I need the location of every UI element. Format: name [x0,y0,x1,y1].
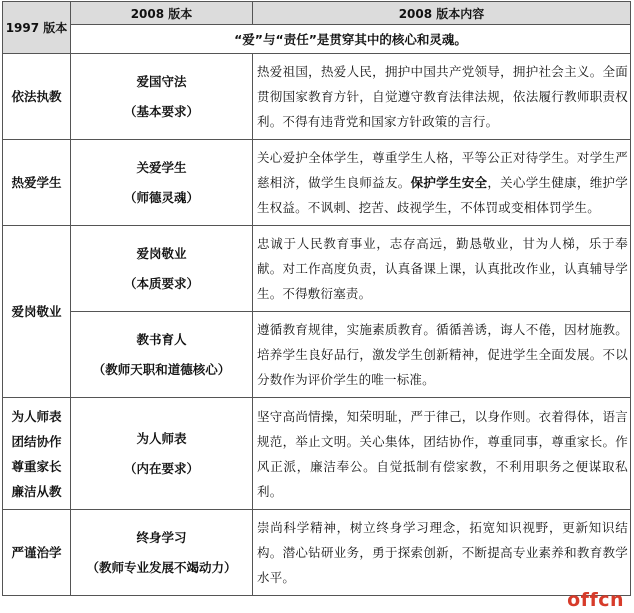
v2008-title: 终身学习 [136,529,187,545]
v1997-cell [3,54,71,140]
v2008-subtitle: （基本要求） [123,103,199,119]
v2008-subtitle: （教师专业发展不竭动力） [86,559,237,575]
v1997-line: 爱岗敬业 [11,304,62,319]
table-row [3,226,631,312]
v1997-line: 团结协作 [11,433,62,449]
v2008-subtitle: （教师天职和道德核心） [92,361,231,377]
v2008-title: 关爱学生 [136,159,187,175]
v2008-cell [71,510,253,596]
content-cell: 遵循教育规律，实施素质教育。循循善诱，诲人不倦，因材施教。培养学生良好品行，激发学生创新精神，促进学生全面发展。不以分数作为评价学生的唯一标准。 [253,312,631,398]
content-cell: 热爱祖国，热爱人民，拥护中国共产党领导，拥护社会主义。全面贯彻国家教育方针，自觉遵守教育法律法规，依法履行教师职责权利。不得有违背党和国家方针政策的言行。 [253,54,631,140]
v1997-cell [3,140,71,226]
v2008-title: 爱国守法 [136,73,187,89]
v1997-line: 尊重家长 [11,458,62,474]
v1997-line: 严谨治学 [11,545,62,560]
v2008-cell [71,54,253,140]
v2008-cell [71,398,253,510]
table-row [3,510,631,596]
table-row [3,54,631,140]
v2008-title: 为人师表 [136,430,187,446]
header-row [3,2,631,25]
v1997-line: 为人师表 [11,408,62,424]
v1997-line: 廉洁从教 [11,483,62,499]
header-2008: 2008 版本 [71,2,253,25]
v2008-title: 教书育人 [136,331,187,347]
core-row [3,25,631,54]
content-cell [253,140,631,226]
v2008-cell [71,226,253,312]
content-cell: 坚守高尚情操，知荣明耻，严于律己，以身作则。衣着得体，语言规范，举止文明。关心集体，团结协作，尊重同事，尊重家长。作风正派，廉洁奉公。自觉抵制有偿家教，不利用职务之便谋取私利。 [253,398,631,510]
table-row [3,140,631,226]
v1997-cell [3,510,71,596]
header-1997: 1997 版本 [3,2,71,54]
offcn-watermark: offcn [567,589,624,611]
v2008-cell [71,312,253,398]
header-2008-content: 2008 版本内容 [253,2,631,25]
content-emphasis: 保护学生安全 [410,175,488,190]
v2008-subtitle: （内在要求） [123,460,199,476]
v1997-line: 热爱学生 [11,175,62,190]
v2008-subtitle: （师德灵魂） [123,189,199,205]
v1997-line: 依法执教 [11,89,62,104]
v1997-cell [3,398,71,510]
content-text: 关心爱护全体学生，尊重学生人格，平等公正对待学生。对学生严慈相济，做学生良师益友。 [257,150,628,190]
v2008-cell [71,140,253,226]
table-row [3,312,631,398]
code-of-ethics-table [2,1,631,596]
v2008-subtitle: （本质要求） [123,275,199,291]
content-text: ，关心学生健康，维护学生权益。不讽刺、挖苦、歧视学生，不体罚或变相体罚学生。 [257,175,629,215]
core-statement: “爱”与“责任”是贯穿其中的核心和灵魂。 [71,25,631,54]
v2008-title: 爱岗敬业 [136,245,187,261]
content-cell: 忠诚于人民教育事业，志存高远，勤恳敬业，甘为人梯，乐于奉献。对工作高度负责，认真备课上课，认真批改作业，认真辅导学生。不得敷衍塞责。 [253,226,631,312]
content-cell: 崇尚科学精神，树立终身学习理念，拓宽知识视野，更新知识结构。潜心钻研业务，勇于探索创新，不断提高专业素养和教育教学水平。 [253,510,631,596]
table-row [3,398,631,510]
v1997-cell [3,226,71,398]
